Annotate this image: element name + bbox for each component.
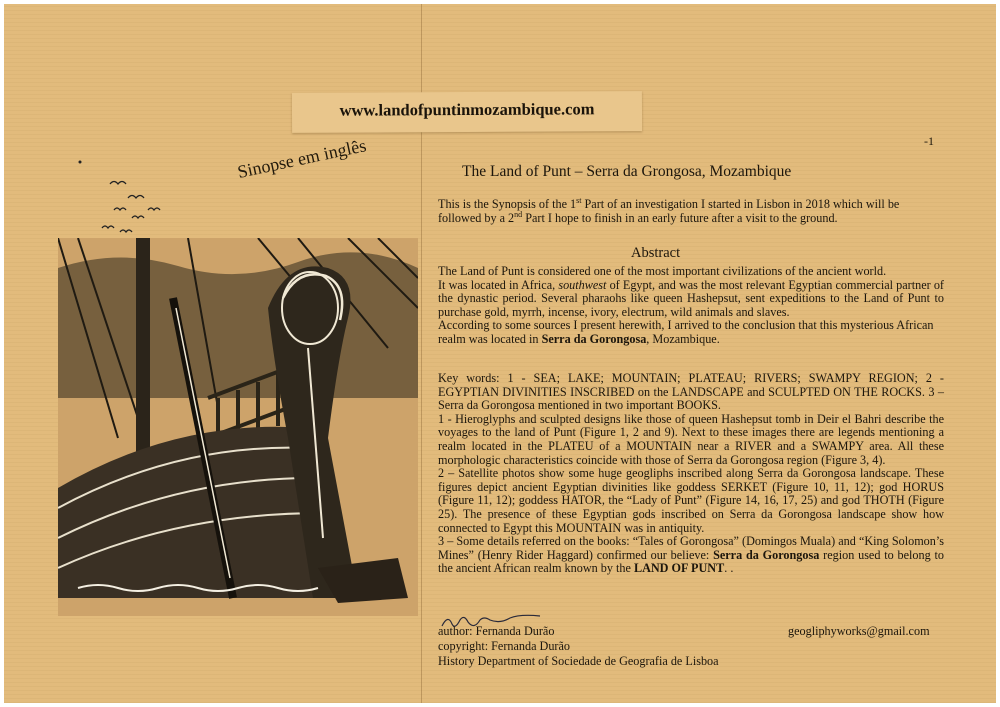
abstract-p3b: , Mozambique. [646, 331, 720, 346]
document-title: The Land of Punt – Serra da Grongosa, Mozambique [462, 163, 792, 180]
birds-sketch [70, 160, 190, 250]
department-line: History Department of Sociedade de Geografia de Lisboa [438, 654, 719, 668]
intro-part1: This is the Synopsis of the 1 [438, 197, 577, 211]
abstract-p2-italic: southwest [558, 277, 607, 292]
sinopse-label: Sinopse em inglês [235, 135, 368, 183]
intro-paragraph [438, 195, 944, 225]
keywords-p1: Key words: 1 - SEA; LAKE; MOUNTAIN; PLATEAU; RIVERS; SWAMPY REGION; 2 - EGYPTIAN DIVINITIES INSCRIBED on the LANDSCAPE and SCULPTED ON THE ROCKS. 3 – Serra da Gorongosa mentioned in two important BOOKS. [438, 371, 944, 413]
website-url: www.landofpuntinmozambique.com [339, 99, 595, 120]
keywords-p4c: . . [724, 561, 734, 576]
abstract-heading: Abstract [631, 245, 681, 261]
abstract-p3a: According to some sources I present herewith, I arrived to the conclusion that this mysterious African realm was located in [438, 318, 934, 346]
abstract-p2b: of Egypt, and was the most relevant Egyptian commercial partner of the dynastic period. Several pharaohs like queen Hashepsut, sent expeditions to the Land of Punt to purchase gold, myrrh, incense, ivory, electrum, wild animals and slaves. [438, 277, 944, 319]
intro-part2: Part of an investigation I started in Lisbon in 2018 which will be followed by a 2 [438, 197, 900, 225]
contact-email: geogliphyworks@gmail.com [788, 624, 930, 638]
keywords-p3: 2 – Satellite photos show some huge geogliphs inscribed along Serra da Gorongosa landscape. These figures depict ancient Egyptian divinities like goddess SERKET (Figure 10, 11, 12); god HORUS (Figure 11, 12); goddess HATOR, the “Lady of Punt” (Figure 14, 16, 17, 25) and god THOTH (Figure 25). The presence of these Egyptian gods inscribed on Serra da Gorongosa landscape show how connected to Egypt this MOUNTAIN was in antiquity. [438, 466, 944, 535]
intro-sup-1: st [576, 195, 582, 205]
abstract-body [438, 265, 944, 347]
ship-illustration [58, 238, 418, 616]
keywords-p4a: 3 – Some details referred on the books: “Tales of Gorongosa” (Domingos Muala) and “King Solomon’s Mines” (Henry Rider Haggard) confirmed our believe: [438, 534, 944, 562]
abstract-p2a: It was located in Africa, [438, 277, 559, 292]
keywords-p4-bold2: LAND OF PUNT [633, 561, 725, 576]
abstract-p3-bold: Serra da Gorongosa [541, 331, 647, 346]
keywords-body [438, 372, 944, 576]
abstract-p1: The Land of Punt is considered one of the most important civilizations of the ancient world. [438, 264, 887, 278]
keywords-p4-bold1: Serra da Gorongosa [713, 547, 820, 562]
intro-sup-2: nd [514, 209, 523, 219]
copyright-line: copyright: Fernanda Durão [438, 639, 570, 653]
keywords-p4b: region used to belong to the ancient African realm known by the [438, 547, 945, 576]
author-block [438, 624, 719, 669]
keywords-p2: 1 - Hieroglyphs and sculpted designs like those of queen Hashepsut tomb in Deir el Bahri describe the voyages to the land of Punt (Figure 1, 2 and 9). Next to these images there are legends mentioning a realm located in the PLATEU of a MOUNTAIN near a RIVER and a SWAMPY area. All these morphologic characteristics coincide with those of Serra da Gorongosa region (Figure 3, 4). [438, 411, 944, 467]
author-line: author: Fernanda Durão [438, 624, 555, 638]
page-number: -1 [924, 134, 934, 148]
intro-part3: Part I hope to finish in an early future after a visit to the ground. [522, 210, 838, 225]
url-strip [292, 91, 642, 133]
